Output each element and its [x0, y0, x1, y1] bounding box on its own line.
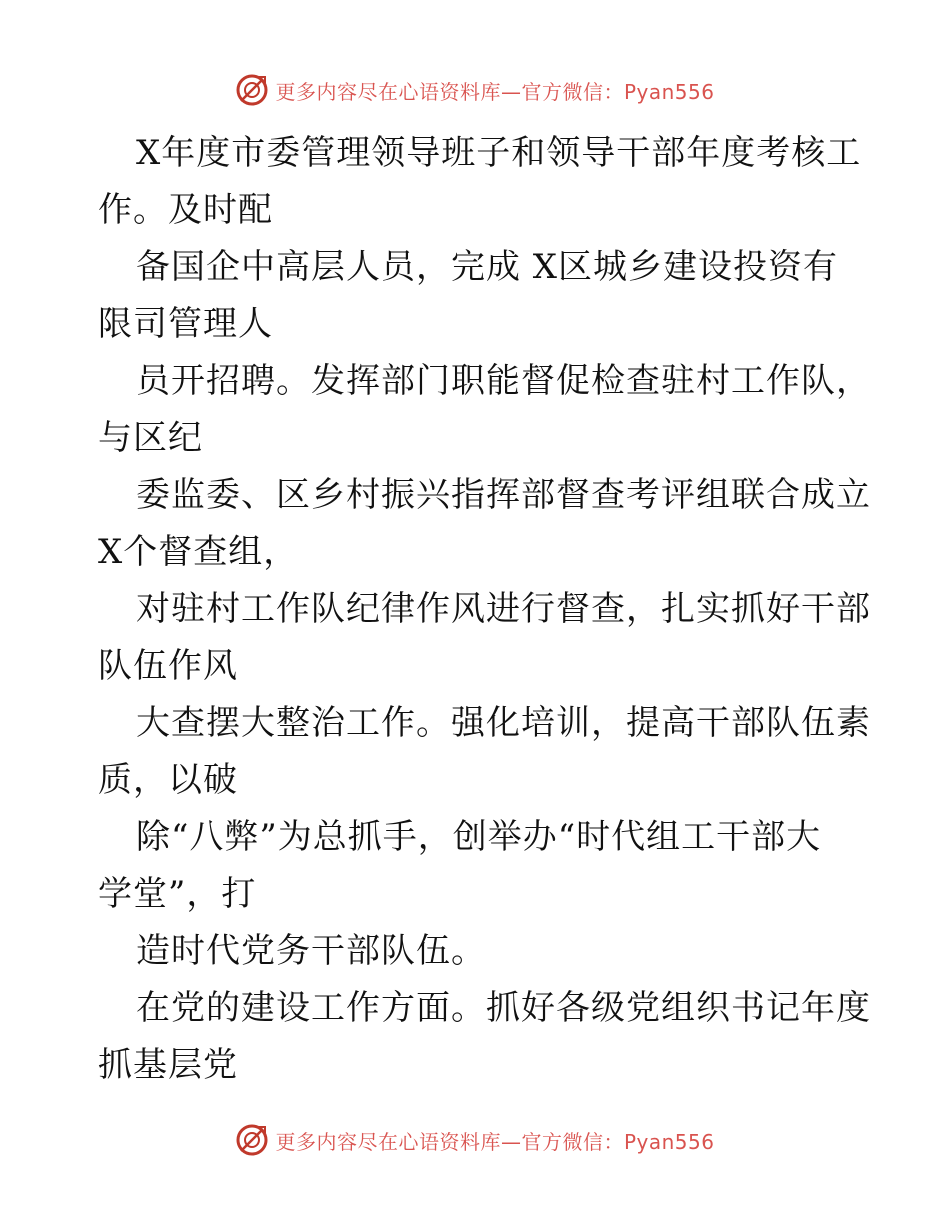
- text-line: 学堂”，打: [98, 874, 257, 914]
- text-line: 除“八弊”为总抓手，创举办“时代组工干部大: [136, 817, 822, 857]
- text-line: 抓基层党: [98, 1045, 238, 1085]
- text-line: 对驻村工作队纪律作风进行督查，扎实抓好干部: [136, 589, 871, 629]
- document-body: [98, 125, 871, 1094]
- text-line: X个督查组，: [98, 532, 299, 572]
- text-line: 作。及时配: [98, 190, 273, 230]
- text-line: 造时代党务干部队伍。: [136, 931, 486, 971]
- watermark-logo-icon: [235, 73, 269, 107]
- text-line: 员开招聘。发挥部门职能督促检查驻村工作队，: [136, 361, 871, 401]
- text-line: 质，以破: [98, 760, 238, 800]
- text-line: 委监委、区乡村振兴指挥部督查考评组联合成立: [136, 475, 871, 515]
- text-line: 限司管理人: [98, 304, 273, 344]
- watermark-text: 更多内容尽在心语资料库—官方微信：Pyan556: [275, 1129, 715, 1154]
- text-line: 在党的建设工作方面。抓好各级党组织书记年度: [136, 988, 871, 1028]
- text-line: 与区纪: [98, 418, 203, 458]
- text-line: 队伍作风: [98, 646, 238, 686]
- watermark-footer: [0, 1120, 950, 1160]
- watermark-header: [0, 70, 950, 110]
- watermark-text: 更多内容尽在心语资料库—官方微信：Pyan556: [275, 79, 715, 104]
- text-line: 大查摆大整治工作。强化培训，提高干部队伍素: [136, 703, 871, 743]
- text-line: X年度市委管理领导班子和领导干部年度考核工: [136, 133, 862, 173]
- watermark-logo-icon: [235, 1123, 269, 1157]
- text-line: 备国企中高层人员，完成 X区城乡建设投资有: [136, 247, 839, 287]
